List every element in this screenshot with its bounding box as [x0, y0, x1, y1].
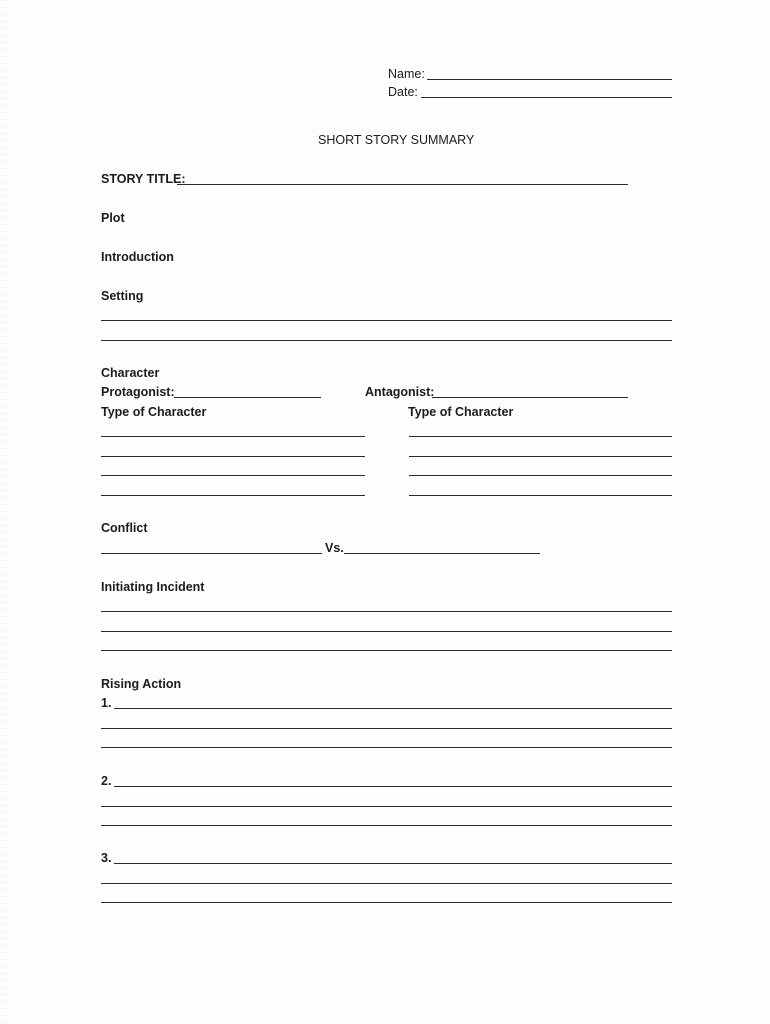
date-label: Date: [388, 85, 418, 99]
conflict-right-line[interactable] [344, 553, 540, 554]
scan-edge-artifact [0, 0, 8, 1024]
plot-heading: Plot [101, 211, 125, 225]
antagonist-line[interactable] [432, 397, 628, 398]
initiating-incident-heading: Initiating Incident [101, 580, 205, 594]
conflict-heading: Conflict [101, 521, 148, 535]
protagonist-type-line-1[interactable] [101, 436, 365, 437]
rising-action-item-3-line-2[interactable] [101, 883, 672, 884]
antagonist-type-line-4[interactable] [409, 495, 672, 496]
name-line[interactable] [427, 79, 672, 80]
story-title-line[interactable] [177, 184, 628, 185]
rising-action-item-1-line-1[interactable] [114, 708, 672, 709]
rising-action-item-3-label: 3. [101, 851, 112, 865]
conflict-vs-label: Vs. [325, 541, 344, 555]
protagonist-type-line-2[interactable] [101, 456, 365, 457]
protagonist-label: Protagonist: [101, 385, 175, 399]
antagonist-label: Antagonist: [365, 385, 435, 399]
rising-action-item-2-line-1[interactable] [114, 786, 672, 787]
rising-action-heading: Rising Action [101, 677, 182, 691]
initiating-incident-line-2[interactable] [101, 631, 672, 632]
protagonist-type-line-4[interactable] [101, 495, 365, 496]
protagonist-line[interactable] [174, 397, 321, 398]
introduction-label: Introduction [101, 250, 174, 264]
rising-action-item-2-line-2[interactable] [101, 806, 672, 807]
rising-action-item-2-line-3[interactable] [101, 825, 672, 826]
rising-action-item-2-label: 2. [101, 774, 112, 788]
type-of-character-left-label: Type of Character [101, 405, 207, 419]
rising-action-item-1-line-3[interactable] [101, 747, 672, 748]
rising-action-item-1-line-2[interactable] [101, 728, 672, 729]
protagonist-type-line-3[interactable] [101, 475, 365, 476]
conflict-left-line[interactable] [101, 553, 322, 554]
antagonist-type-line-2[interactable] [409, 456, 672, 457]
name-label: Name: [388, 67, 425, 81]
character-heading: Character [101, 366, 160, 380]
setting-label: Setting [101, 289, 144, 303]
story-title-label: STORY TITLE: [101, 172, 186, 186]
date-line[interactable] [421, 97, 672, 98]
setting-line-2[interactable] [101, 340, 672, 341]
rising-action-item-3-line-1[interactable] [114, 863, 672, 864]
page-title: SHORT STORY SUMMARY [318, 133, 475, 147]
rising-action-item-1-label: 1. [101, 696, 112, 710]
rising-action-item-3-line-3[interactable] [101, 902, 672, 903]
antagonist-type-line-3[interactable] [409, 475, 672, 476]
initiating-incident-line-3[interactable] [101, 650, 672, 651]
setting-line-1[interactable] [101, 320, 672, 321]
initiating-incident-line-1[interactable] [101, 611, 672, 612]
type-of-character-right-label: Type of Character [408, 405, 514, 419]
antagonist-type-line-1[interactable] [409, 436, 672, 437]
